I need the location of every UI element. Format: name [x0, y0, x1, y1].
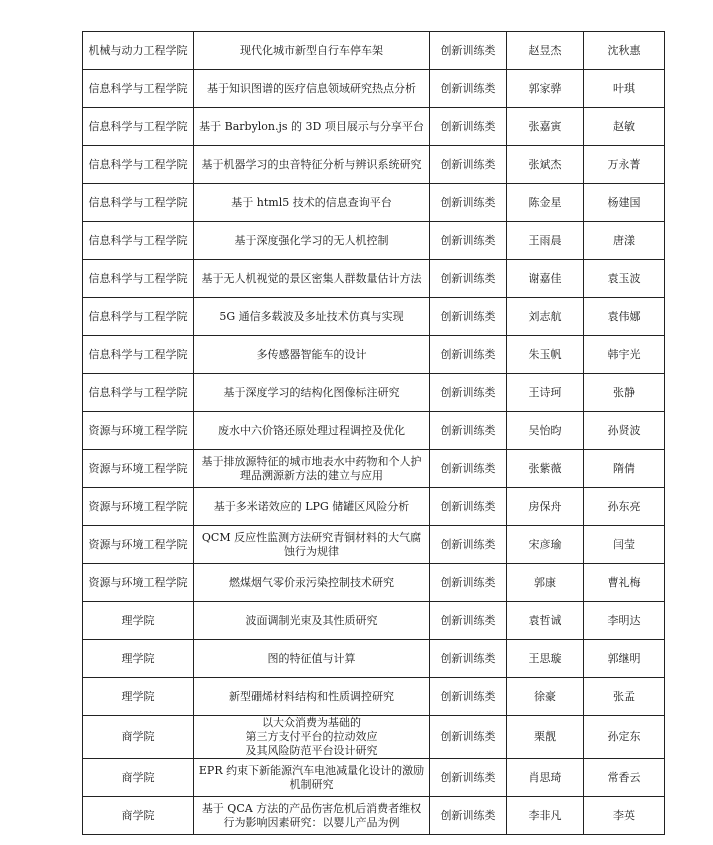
- college-cell: 资源与环境工程学院: [83, 450, 194, 488]
- leader-cell: 陈金星: [507, 184, 584, 222]
- advisor-cell: 李英: [584, 797, 665, 835]
- advisor-cell: 赵敏: [584, 108, 665, 146]
- title-cell: 基于知识图谱的医疗信息领域研究热点分析: [194, 70, 430, 108]
- leader-cell: 王诗珂: [507, 374, 584, 412]
- table-row: [83, 146, 665, 184]
- title-cell: QCM 反应性监测方法研究青铜材料的大气腐蚀行为规律: [194, 526, 430, 564]
- leader-cell: 谢嘉佳: [507, 260, 584, 298]
- advisor-cell: 张孟: [584, 678, 665, 716]
- category-cell: 创新训练类: [430, 678, 507, 716]
- advisor-cell: 闫莹: [584, 526, 665, 564]
- leader-cell: 徐豪: [507, 678, 584, 716]
- title-cell: 现代化城市新型自行车停车架: [194, 32, 430, 70]
- title-cell: 基于排放源特征的城市地表水中药物和个人护理品溯源新方法的建立与应用: [194, 450, 430, 488]
- table-row: [83, 298, 665, 336]
- title-cell: 图的特征值与计算: [194, 640, 430, 678]
- college-cell: 信息科学与工程学院: [83, 184, 194, 222]
- advisor-cell: 孙贤波: [584, 412, 665, 450]
- table-row: [83, 412, 665, 450]
- title-cell: 波面调制光束及其性质研究: [194, 602, 430, 640]
- table-row: [83, 678, 665, 716]
- title-cell: 新型硼烯材料结构和性质调控研究: [194, 678, 430, 716]
- table-row: [83, 602, 665, 640]
- category-cell: 创新训练类: [430, 797, 507, 835]
- leader-cell: 张斌杰: [507, 146, 584, 184]
- advisor-cell: 张静: [584, 374, 665, 412]
- advisor-cell: 曹礼梅: [584, 564, 665, 602]
- leader-cell: 房保舟: [507, 488, 584, 526]
- title-cell: 基于 Barbylon.js 的 3D 项目展示与分享平台: [194, 108, 430, 146]
- category-cell: 创新训练类: [430, 526, 507, 564]
- leader-cell: 吴怡昀: [507, 412, 584, 450]
- leader-cell: 赵昱杰: [507, 32, 584, 70]
- leader-cell: 朱玉帆: [507, 336, 584, 374]
- table-row: [83, 222, 665, 260]
- category-cell: 创新训练类: [430, 716, 507, 759]
- title-cell: 燃煤烟气零价汞污染控制技术研究: [194, 564, 430, 602]
- college-cell: 机械与动力工程学院: [83, 32, 194, 70]
- table-row: [83, 564, 665, 602]
- title-cell: 以大众消费为基础的 第三方支付平台的拉动效应 及其风险防范平台设计研究: [194, 716, 430, 759]
- project-table: [82, 31, 665, 835]
- table-row: [83, 450, 665, 488]
- advisor-cell: 隋倩: [584, 450, 665, 488]
- category-cell: 创新训练类: [430, 108, 507, 146]
- college-cell: 信息科学与工程学院: [83, 222, 194, 260]
- college-cell: 信息科学与工程学院: [83, 70, 194, 108]
- leader-cell: 袁哲诚: [507, 602, 584, 640]
- table-row: [83, 716, 665, 759]
- table-row: [83, 184, 665, 222]
- category-cell: 创新训练类: [430, 32, 507, 70]
- college-cell: 理学院: [83, 640, 194, 678]
- leader-cell: 郭康: [507, 564, 584, 602]
- category-cell: 创新训练类: [430, 374, 507, 412]
- advisor-cell: 袁伟娜: [584, 298, 665, 336]
- college-cell: 理学院: [83, 602, 194, 640]
- category-cell: 创新训练类: [430, 260, 507, 298]
- category-cell: 创新训练类: [430, 298, 507, 336]
- college-cell: 资源与环境工程学院: [83, 488, 194, 526]
- advisor-cell: 袁玉波: [584, 260, 665, 298]
- category-cell: 创新训练类: [430, 184, 507, 222]
- college-cell: 信息科学与工程学院: [83, 298, 194, 336]
- category-cell: 创新训练类: [430, 222, 507, 260]
- table-row: [83, 260, 665, 298]
- table-body: [83, 32, 665, 835]
- title-cell: 基于机器学习的虫音特征分析与辨识系统研究: [194, 146, 430, 184]
- advisor-cell: 孙东亮: [584, 488, 665, 526]
- college-cell: 信息科学与工程学院: [83, 146, 194, 184]
- table-row: [83, 32, 665, 70]
- advisor-cell: 唐漾: [584, 222, 665, 260]
- table-row: [83, 336, 665, 374]
- college-cell: 资源与环境工程学院: [83, 412, 194, 450]
- category-cell: 创新训练类: [430, 759, 507, 797]
- title-cell: 基于 QCA 方法的产品伤害危机后消费者维权行为影响因素研究：以婴儿产品为例: [194, 797, 430, 835]
- advisor-cell: 韩宇光: [584, 336, 665, 374]
- advisor-cell: 叶琪: [584, 70, 665, 108]
- title-cell: 多传感器智能车的设计: [194, 336, 430, 374]
- category-cell: 创新训练类: [430, 336, 507, 374]
- title-cell: 废水中六价铬还原处理过程调控及优化: [194, 412, 430, 450]
- leader-cell: 王思璇: [507, 640, 584, 678]
- table-row: [83, 108, 665, 146]
- title-cell: 基于多米诺效应的 LPG 储罐区风险分析: [194, 488, 430, 526]
- title-cell: 5G 通信多载波及多址技术仿真与实现: [194, 298, 430, 336]
- advisor-cell: 常香云: [584, 759, 665, 797]
- category-cell: 创新训练类: [430, 640, 507, 678]
- category-cell: 创新训练类: [430, 146, 507, 184]
- college-cell: 理学院: [83, 678, 194, 716]
- leader-cell: 刘志航: [507, 298, 584, 336]
- leader-cell: 栗靓: [507, 716, 584, 759]
- table-row: [83, 488, 665, 526]
- advisor-cell: 郭继明: [584, 640, 665, 678]
- advisor-cell: 孙定东: [584, 716, 665, 759]
- table-row: [83, 759, 665, 797]
- college-cell: 信息科学与工程学院: [83, 374, 194, 412]
- category-cell: 创新训练类: [430, 564, 507, 602]
- leader-cell: 李非凡: [507, 797, 584, 835]
- category-cell: 创新训练类: [430, 70, 507, 108]
- college-cell: 信息科学与工程学院: [83, 260, 194, 298]
- title-cell: EPR 约束下新能源汽车电池减量化设计的激励机制研究: [194, 759, 430, 797]
- advisor-cell: 沈秋惠: [584, 32, 665, 70]
- leader-cell: 宋彦瑜: [507, 526, 584, 564]
- table-row: [83, 374, 665, 412]
- table-row: [83, 797, 665, 835]
- leader-cell: 张嘉寅: [507, 108, 584, 146]
- college-cell: 商学院: [83, 797, 194, 835]
- category-cell: 创新训练类: [430, 488, 507, 526]
- advisor-cell: 李明达: [584, 602, 665, 640]
- title-cell: 基于无人机视觉的景区密集人群数量估计方法: [194, 260, 430, 298]
- table-row: [83, 526, 665, 564]
- title-cell: 基于深度学习的结构化图像标注研究: [194, 374, 430, 412]
- leader-cell: 肖思琦: [507, 759, 584, 797]
- category-cell: 创新训练类: [430, 412, 507, 450]
- category-cell: 创新训练类: [430, 450, 507, 488]
- college-cell: 商学院: [83, 716, 194, 759]
- advisor-cell: 杨建国: [584, 184, 665, 222]
- title-cell: 基于深度强化学习的无人机控制: [194, 222, 430, 260]
- leader-cell: 王雨晨: [507, 222, 584, 260]
- leader-cell: 郭家骅: [507, 70, 584, 108]
- leader-cell: 张紫薇: [507, 450, 584, 488]
- college-cell: 资源与环境工程学院: [83, 564, 194, 602]
- category-cell: 创新训练类: [430, 602, 507, 640]
- college-cell: 商学院: [83, 759, 194, 797]
- college-cell: 信息科学与工程学院: [83, 108, 194, 146]
- college-cell: 信息科学与工程学院: [83, 336, 194, 374]
- table-row: [83, 70, 665, 108]
- title-cell: 基于 html5 技术的信息查询平台: [194, 184, 430, 222]
- advisor-cell: 万永菁: [584, 146, 665, 184]
- college-cell: 资源与环境工程学院: [83, 526, 194, 564]
- table-row: [83, 640, 665, 678]
